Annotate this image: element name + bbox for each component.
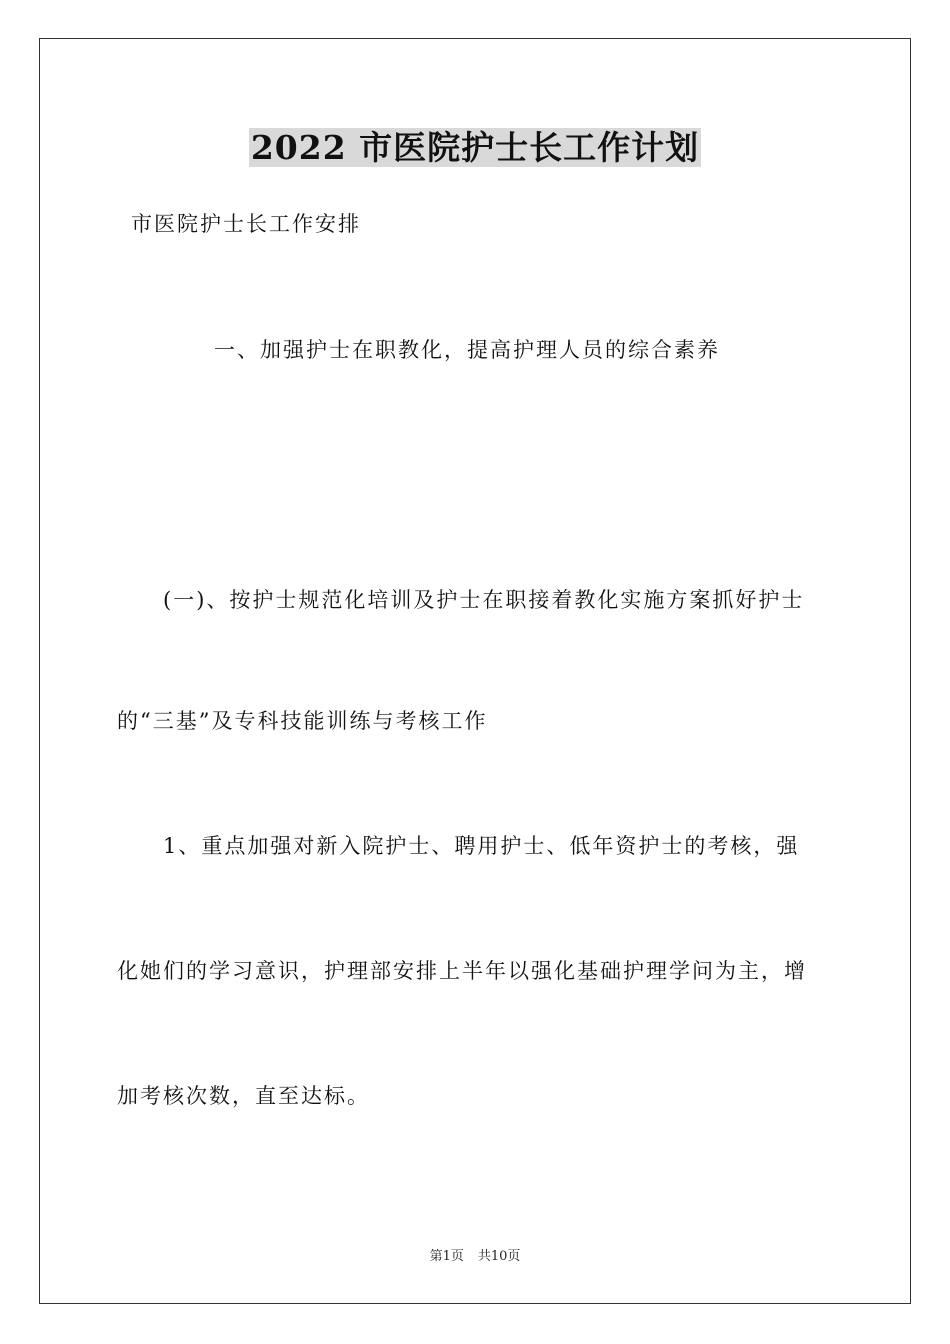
paragraph-1-line-1: (一)、按护士规范化培训及护士在职接着教化实施方案抓好护士 xyxy=(163,588,805,612)
page-total: 共10页 xyxy=(477,1249,521,1264)
document-title xyxy=(0,126,950,170)
document-subtitle: 市医院护士长工作安排 xyxy=(131,212,361,236)
section-heading: 一、加强护士在职教化，提高护理人员的综合素养 xyxy=(214,338,720,362)
paragraph-2-line-2: 化她们的学习意识，护理部安排上半年以强化基础护理学问为主，增 xyxy=(117,959,807,983)
paragraph-1-line-2: 的“三基”及专科技能训练与考核工作 xyxy=(117,709,488,733)
document-title-text: 2022 市医院护士长工作计划 xyxy=(250,128,700,167)
page-number: 第1页 xyxy=(429,1249,464,1264)
paragraph-2-line-3: 加考核次数，直至达标。 xyxy=(117,1084,370,1108)
page-footer xyxy=(0,1248,950,1266)
paragraph-2-line-1: 1、重点加强对新入院护士、聘用护士、低年资护士的考核，强 xyxy=(163,834,800,858)
